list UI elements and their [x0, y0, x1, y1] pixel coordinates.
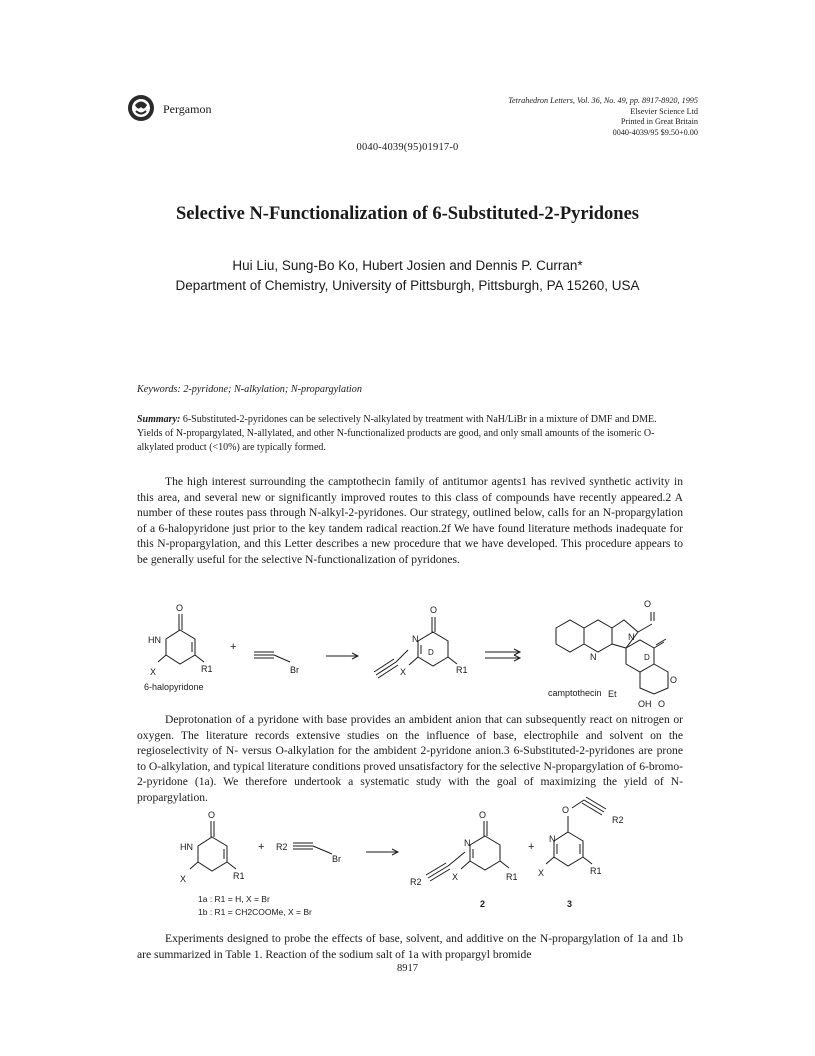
scheme2-hn-label: HN: [180, 842, 193, 852]
scheme2-r1-label: R1: [233, 871, 245, 881]
journal-citation: Tetrahedron Letters, Vol. 36, No. 49, pp. 8917-8920, 1995: [508, 96, 698, 105]
camptothecin-oh-label: OH: [638, 699, 652, 709]
keywords-text: 2-pyridone; N-alkylation; N-propargylation: [183, 384, 362, 395]
product3-o-label: O: [562, 805, 570, 815]
journal-printed: Printed in Great Britain: [620, 117, 698, 127]
scheme1-product-o-label: O: [430, 605, 438, 615]
scheme2-plus-2: +: [528, 841, 535, 853]
scheme1-product-r1-label: R1: [456, 665, 468, 675]
scheme-2: [180, 797, 624, 917]
camptothecin-ring-d: D: [644, 653, 650, 662]
compound-3-label: 3: [567, 899, 573, 909]
product3-n-label: N: [549, 834, 556, 844]
publisher-name: Pergamon: [163, 102, 212, 116]
camptothecin-n2-label: N: [628, 632, 635, 642]
scheme1-product-x-label: X: [400, 667, 407, 677]
pergamon-logo: [127, 94, 155, 122]
scheme2-br-label: Br: [332, 854, 341, 864]
scheme2-plus-1: +: [258, 841, 265, 853]
halopyridone-caption: 6-halopyridone: [144, 682, 204, 692]
product-3-structure: [538, 797, 624, 909]
scheme1-r1-label: R1: [201, 664, 213, 674]
product2-o-label: O: [479, 810, 487, 820]
scheme1-product-ring-d: D: [428, 648, 434, 657]
product2-r2-label: R2: [410, 877, 422, 887]
scheme1-br-label: Br: [290, 665, 299, 675]
author-list: Hui Liu, Sung-Bo Ko, Hubert Josien and Dennis P. Curran*: [232, 258, 583, 273]
pyridone-1-structure: [180, 810, 245, 884]
camptothecin-carbonyl-o: O: [658, 699, 666, 709]
body-paragraph-1: The high interest surrounding the camptothecin family of antitumor agents1 has revived synthetic activity in this area, and several new or significantly improved routes to this class of compounds have recently appeared.2 A number of these routes pass through N-alkyl-2-pyridones. Our strategy, outlined below, calls for an N-propargylation of a 6-halopyridone just prior to the key tandem radical reaction.2f We have found literature methods inadequate for this N-propargylation, and this Letter describes a new procedure that we have developed. This procedure appears to be generally useful for the selective N-functionalization of pyridones.: [137, 475, 683, 566]
journal-info: [508, 96, 698, 138]
summary-label: Summary:: [137, 414, 181, 425]
reaction-arrow-2b: [485, 655, 520, 661]
compound-1b-definition: 1b : R1 = CH2COOMe, X = Br: [198, 907, 312, 917]
camptothecin-et-label: Et: [608, 689, 617, 699]
body-paragraph-2: Deprotonation of a pyridone with base provides an ambident anion that can subsequently react on nitrogen or oxygen. The literature records extensive studies on the influence of base, electrophile and solvent on the regioselectivity of N- versus O-alkylation for the ambident 2-pyridone anion.3 6-Substituted-2-pyridones are prone to O-alkylation, and typical literature conditions proved unsatisfactory for the selective N-propargylation of 6-bromo-2-pyridone (1a). We therefore undertook a systematic study with the goal of maximizing the yield of N-propargylation.: [137, 713, 683, 804]
scheme2-reagent-r2: R2: [276, 842, 288, 852]
scheme-1: [144, 599, 677, 709]
compound-2-label: 2: [480, 899, 486, 909]
compound-1a-definition: 1a : R1 = H, X = Br: [198, 894, 270, 904]
substituted-propargyl-bromide: [276, 842, 341, 864]
product2-r1-label: R1: [506, 872, 518, 882]
product2-x-label: X: [452, 872, 459, 882]
summary-text: 6-Substituted-2-pyridones can be selectively N-alkylated by treatment with NaH/LiBr in a mixture of DMF and DME. Yields of N-propargylated, N-allylated, and other N-functionalized products are good, and only small amounts of the isomeric O-alkylated product (<10%) are typically formed.: [137, 414, 657, 453]
journal-publisher: Elsevier Science Ltd: [630, 106, 698, 116]
product3-r1-label: R1: [590, 866, 602, 876]
keywords: [137, 384, 362, 395]
scheme1-x-label: X: [150, 667, 157, 677]
product3-x-label: X: [538, 868, 545, 878]
scheme2-o-label: O: [208, 810, 216, 820]
scheme2-x-label: X: [180, 874, 187, 884]
scheme1-plus: +: [230, 641, 237, 653]
camptothecin-structure: [548, 599, 677, 709]
body-paragraph-3: Experiments designed to probe the effects of base, solvent, and additive on the N-propargylation of 1a and 1b are summarized in Table 1. Reaction of the sodium salt of 1a with propargyl bromide: [137, 932, 683, 961]
product-2-structure: [410, 810, 518, 909]
camptothecin-caption: camptothecin: [548, 688, 602, 698]
article-doi: 0040-4039(95)01917-0: [356, 142, 459, 153]
camptothecin-o-label: O: [644, 599, 652, 609]
propargyl-bromide-structure: [254, 652, 299, 675]
summary: [137, 413, 683, 455]
camptothecin-n-label: N: [590, 652, 597, 662]
reaction-arrow-2a: [485, 649, 520, 655]
journal-price: 0040-4039/95 $9.50+0.00: [612, 127, 698, 137]
scheme1-product-n-label: N: [412, 634, 419, 644]
keywords-label: Keywords:: [137, 384, 181, 395]
page-number: 8917: [397, 963, 418, 974]
scheme1-o-label: O: [176, 603, 184, 613]
n-propargyl-pyridone-structure: [374, 605, 468, 678]
reaction-arrow-3: [366, 849, 398, 855]
camptothecin-ring-o: O: [670, 675, 678, 685]
reaction-arrow-1: [326, 653, 358, 659]
halopyridone-structure: [144, 603, 213, 692]
article-title: Selective N-Functionalization of 6-Substituted-2-Pyridones: [176, 204, 639, 224]
product3-r2-label: R2: [612, 815, 624, 825]
product2-n-label: N: [464, 838, 471, 848]
author-affiliation: Department of Chemistry, University of Pittsburgh, Pittsburgh, PA 15260, USA: [175, 278, 640, 293]
scheme1-hn-label: HN: [148, 635, 161, 645]
